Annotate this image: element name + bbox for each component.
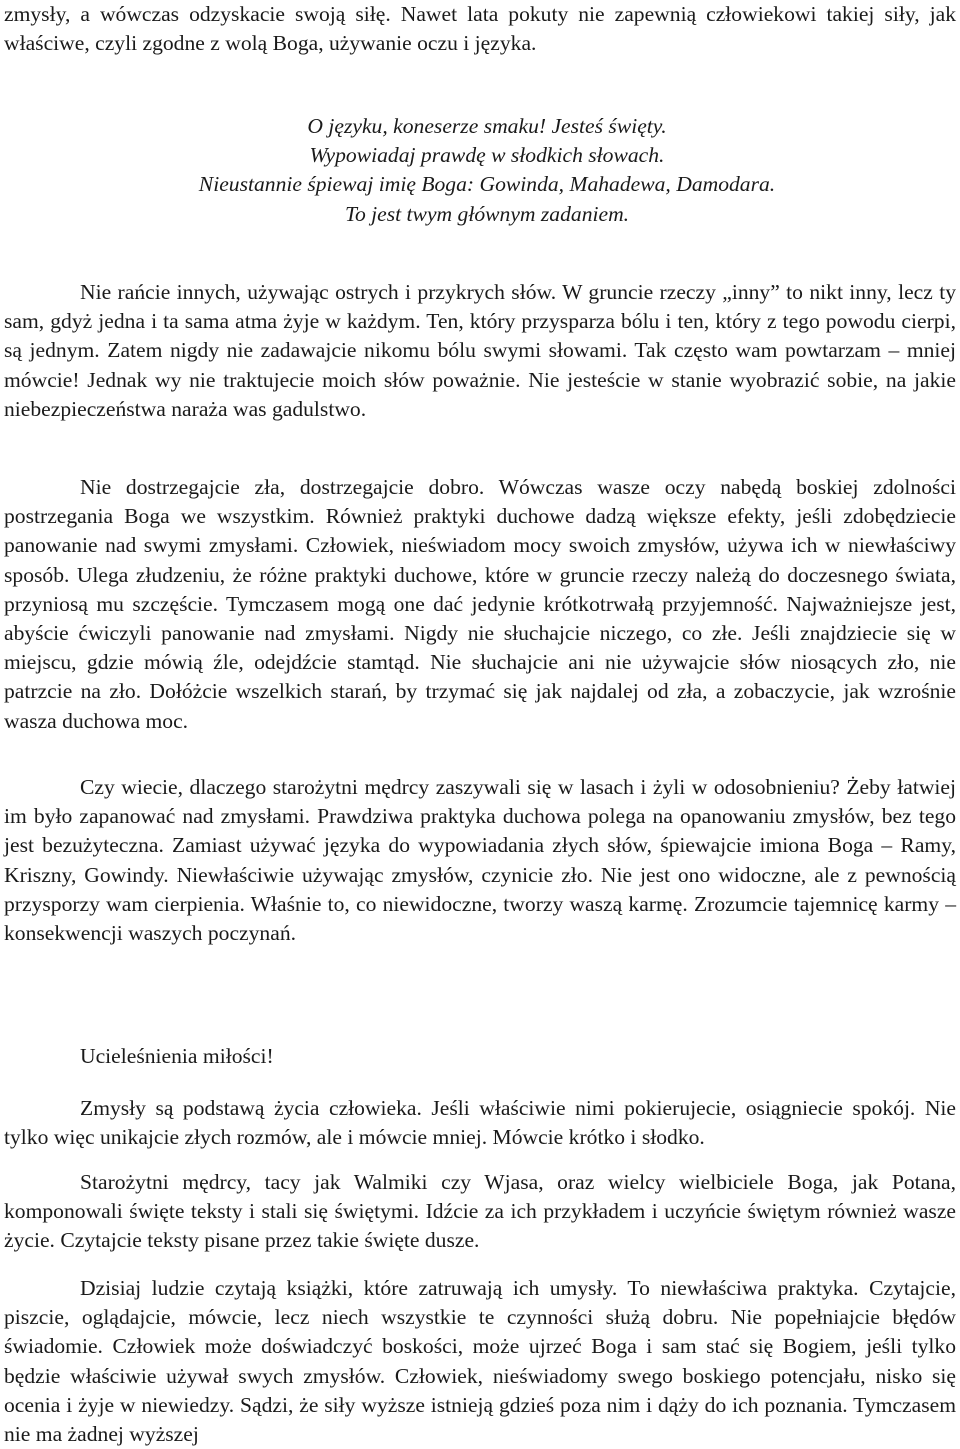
intro-paragraph: zmysły, a wówczas odzyskacie swoją siłę. Nawet lata pokuty nie zapewnią człowiekowi takiej siły, jak właściwe, czyli zgodne z wolą Boga, używanie oczu i języka.: [4, 2, 956, 56]
body-paragraph-2: Nie dostrzegajcie zła, dostrzegajcie dobro. Wówczas wasze oczy nabędą boskiej zdolności postrzegania Boga we wszystkim. Również praktyki duchowe dadzą większe efekty, jeśli zdobędziecie panowanie nad swymi zmysłami. Człowiek, nieświadom mocy swoich zmysłów, używa ich w niewłaściwy sposób. Ulega złudzeniu, że różne praktyki duchowe, które w gruncie rzeczy należą do doczesnego świata, przyniosą mu szczęście. Tymczasem mogą one dać jedynie krótkotrwałą przyjemność. Najważniejsze jest, abyście ćwiczyli panowanie nad zmysłami. Nigdy nie słuchajcie niczego, co złe. Jeśli znajdziecie się w miejscu, gdzie mówią źle, odejdźcie stamtąd. Nie słuchajcie ani nie używajcie słów niosących zło, nie patrzcie na zło. Dołóżcie wszelkich starań, by trzymać się jak najdalej od zła, a zobaczycie, jak wzrośnie wasza duchowa moc.: [4, 475, 956, 733]
body-paragraph-3: Czy wiecie, dlaczego starożytni mędrcy zaszywali się w lasach i żyli w odosobnieniu? Żeby łatwiej im było zapanować nad zmysłami. Prawdziwa praktyka duchowa polega na opanowaniu zmysłów, bez tego jest bezużyteczna. Zamiast używać języka do wypowiadania złych słów, śpiewajcie imiona Boga – Ramy, Kriszny, Gowindy. Niewłaściwie używając zmysłów, czynicie zło. Nie jest ono widoczne, ale z pewnością przysporzy wam cierpienia. Właśnie to, co niewidoczne, tworzy waszą karmę. Zrozumcie tajemnicę karmy – konsekwencji waszych poczynań.: [4, 775, 956, 946]
body-paragraph-1: Nie rańcie innych, używając ostrych i przykrych słów. W gruncie rzeczy „inny” to nikt inny, lecz ty sam, gdyż jedna i ta sama atma żyje w każdym. Ten, który przysparza bólu i ten, który z tego powodu cierpi, są jednym. Zatem nigdy nie zadawajcie nikomu bólu swymi słowami. Tak często wam powtarzam – mniej mówcie! Jednak wy nie traktujecie moich słów poważnie. Nie jesteście w stanie wyobrazić sobie, na jakie niebezpieczeństwa naraża was gadulstwo.: [4, 280, 956, 421]
body-paragraph-6: Dzisiaj ludzie czytają książki, które zatruwają ich umysły. To niewłaściwa praktyka. Czytajcie, piszcie, oglądajcie, mówcie, lecz niech wszystkie te czynności służą dobru. Nie popełniajcie błędów świadomie. Człowiek może doświadczyć boskości, może ujrzeć Boga i sam stać się Bogiem, jeśli tylko będzie właściwie używał swych zmysłów. Człowiek, nieświadomy swego boskiego potencjału, nisko się ocenia i żyje w niewiedzy. Sądzi, że siły wyższe istnieją gdzieś poza nim i dąży do ich poznania. Tymczasem nie ma żadnej wyższej: [4, 1276, 956, 1447]
body-paragraph-4: Zmysły są podstawą życia człowieka. Jeśli właściwie nimi pokierujecie, osiągniecie spokój. Nie tylko więc unikajcie złych rozmów, ale i mówcie mniej. Mówcie krótko i słodko.: [4, 1096, 956, 1150]
section-heading: Ucieleśnienia miłości!: [80, 1044, 274, 1068]
body-paragraph-5: Starożytni mędrcy, tacy jak Walmiki czy Wjasa, oraz wielcy wielbiciele Boga, jak Potana, komponowali święte teksty i stali się świętymi. Idźcie za ich przykładem i uczyńcie świętym również wasze życie. Czytajcie teksty pisane przez takie święte dusze.: [4, 1170, 956, 1253]
verse-stanza: O języku, koneserze smaku! Jesteś święty. Wypowiadaj prawdę w słodkich słowach. Nieustannie śpiewaj imię Boga: Gowinda, Mahadewa, Damodara. To jest twym głównym zadaniem.: [198, 114, 776, 226]
